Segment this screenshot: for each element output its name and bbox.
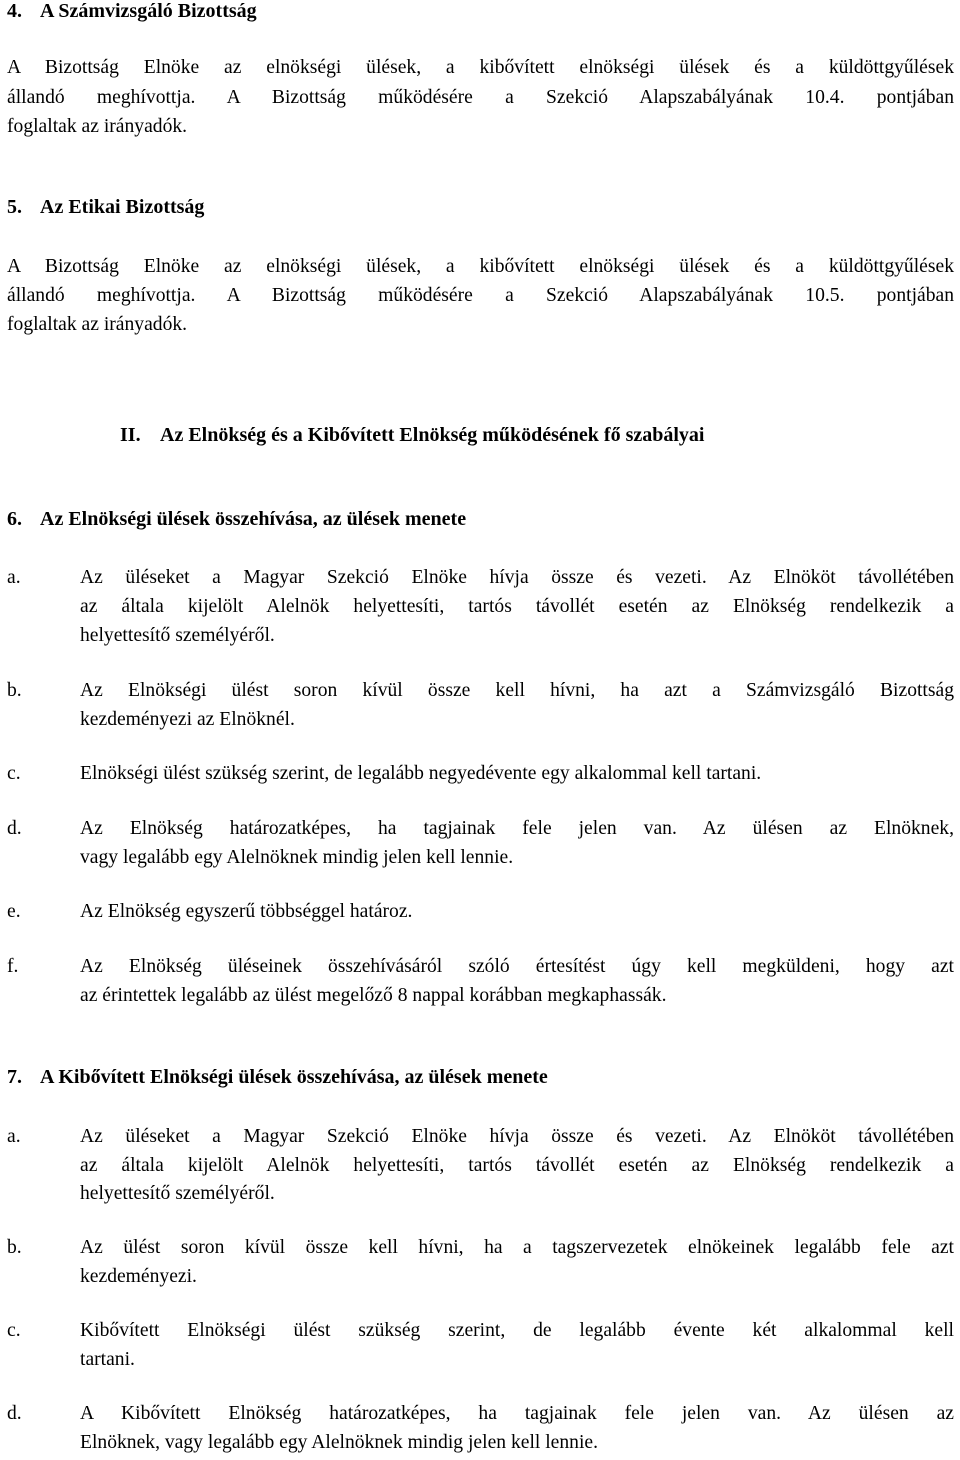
section-6-item-a-line-2: az általa kijelölt Alelnök helyettesíti, tartós távollét esetén az Elnökség rendelkezik a <box>80 596 954 617</box>
section-6-item-a-line-3: helyettesítő személyéről. <box>80 625 275 646</box>
section-6-item-d-line-1: Az Elnökség határozatképes, ha tagjainak fele jelen van. Az ülésen az Elnöknek, <box>80 818 954 839</box>
section-5-line-3: foglaltak az irányadók. <box>7 314 188 335</box>
section-6-item-f-letter: f. <box>7 956 19 977</box>
section-7-item-a-line-3: helyettesítő személyéről. <box>80 1183 275 1204</box>
section-6-item-f-line-1: Az Elnökség üléseinek összehívásáról szóló értesítést úgy kell megküldeni, hogy azt <box>80 956 954 977</box>
section-5-title: Az Etikai Bizottság <box>40 196 205 218</box>
section-7-item-c-line-2: tartani. <box>80 1349 135 1370</box>
section-6-number: 6. <box>7 508 22 530</box>
section-6-item-c-line-1: Elnökségi ülést szükség szerint, de legalább negyedévente egy alkalommal kell tartani. <box>80 763 762 784</box>
section-6-title: Az Elnökségi ülések összehívása, az ülések menete <box>40 508 467 530</box>
section-6-item-a-line-1: Az üléseket a Magyar Szekció Elnöke hívja össze és vezeti. Az Elnököt távollétében <box>80 567 954 588</box>
section-6-item-c-letter: c. <box>7 763 21 784</box>
section-4-number: 4. <box>7 0 22 22</box>
section-6-item-b-line-1: Az Elnökségi ülést soron kívül össze kell hívni, ha azt a Számvizsgáló Bizottság <box>80 680 954 701</box>
section-7-item-b-line-1: Az ülést soron kívül össze kell hívni, ha a tagszervezetek elnökeinek legalább fele azt <box>80 1237 954 1258</box>
section-5-line-2: állandó meghívottja. A Bizottság működésére a Szekció Alapszabályának 10.5. pontjában <box>7 285 954 306</box>
section-7-item-b-letter: b. <box>7 1237 22 1258</box>
section-7-item-d-line-1: A Kibővített Elnökség határozatképes, ha tagjainak fele jelen van. Az ülésen az <box>80 1403 954 1424</box>
section-7-item-c-line-1: Kibővített Elnökségi ülést szükség szerint, de legalább évente két alkalommal kell <box>80 1320 954 1341</box>
section-4-line-1: A Bizottság Elnöke az elnökségi ülések, a kibővített elnökségi ülések és a küldöttgyűlések <box>7 57 954 78</box>
section-7-item-d-letter: d. <box>7 1403 22 1424</box>
section-6-item-d-line-2: vagy legalább egy Alelnöknek mindig jelen kell lennie. <box>80 847 514 868</box>
section-4-line-2: állandó meghívottja. A Bizottság működésére a Szekció Alapszabályának 10.4. pontjában <box>7 87 954 108</box>
section-6-item-f-line-2: az érintettek legalább az ülést megelőző 8 nappal korábban megkaphassák. <box>80 985 667 1006</box>
section-6-item-b-line-2: kezdeményezi az Elnöknél. <box>80 709 295 730</box>
section-4-title: A Számvizsgáló Bizottság <box>40 0 257 22</box>
section-7-item-c-letter: c. <box>7 1320 21 1341</box>
section-7-item-a-line-2: az általa kijelölt Alelnök helyettesíti, tartós távollét esetén az Elnökség rendelkezik a <box>80 1155 954 1176</box>
section-7-item-a-letter: a. <box>7 1126 21 1147</box>
section-7-number: 7. <box>7 1066 22 1088</box>
section-5-number: 5. <box>7 196 22 218</box>
chapter-2-number: II. <box>120 424 141 446</box>
section-6-item-e-line-1: Az Elnökség egyszerű többséggel határoz. <box>80 901 413 922</box>
section-6-item-e-letter: e. <box>7 901 21 922</box>
section-7-item-a-line-1: Az üléseket a Magyar Szekció Elnöke hívja össze és vezeti. Az Elnököt távollétében <box>80 1126 954 1147</box>
section-6-item-d-letter: d. <box>7 818 22 839</box>
section-5-line-1: A Bizottság Elnöke az elnökségi ülések, a kibővített elnökségi ülések és a küldöttgyűlések <box>7 256 954 277</box>
section-7-item-d-line-2: Elnöknek, vagy legalább egy Alelnöknek mindig jelen kell lennie. <box>80 1432 599 1453</box>
section-4-line-3: foglaltak az irányadók. <box>7 116 188 137</box>
section-6-item-a-letter: a. <box>7 567 21 588</box>
section-7-item-b-line-2: kezdeményezi. <box>80 1266 197 1287</box>
chapter-2-title: Az Elnökség és a Kibővített Elnökség működésének fő szabályai <box>160 424 705 446</box>
section-7-title: A Kibővített Elnökségi ülések összehívása, az ülések menete <box>40 1066 548 1088</box>
section-6-item-b-letter: b. <box>7 680 22 701</box>
